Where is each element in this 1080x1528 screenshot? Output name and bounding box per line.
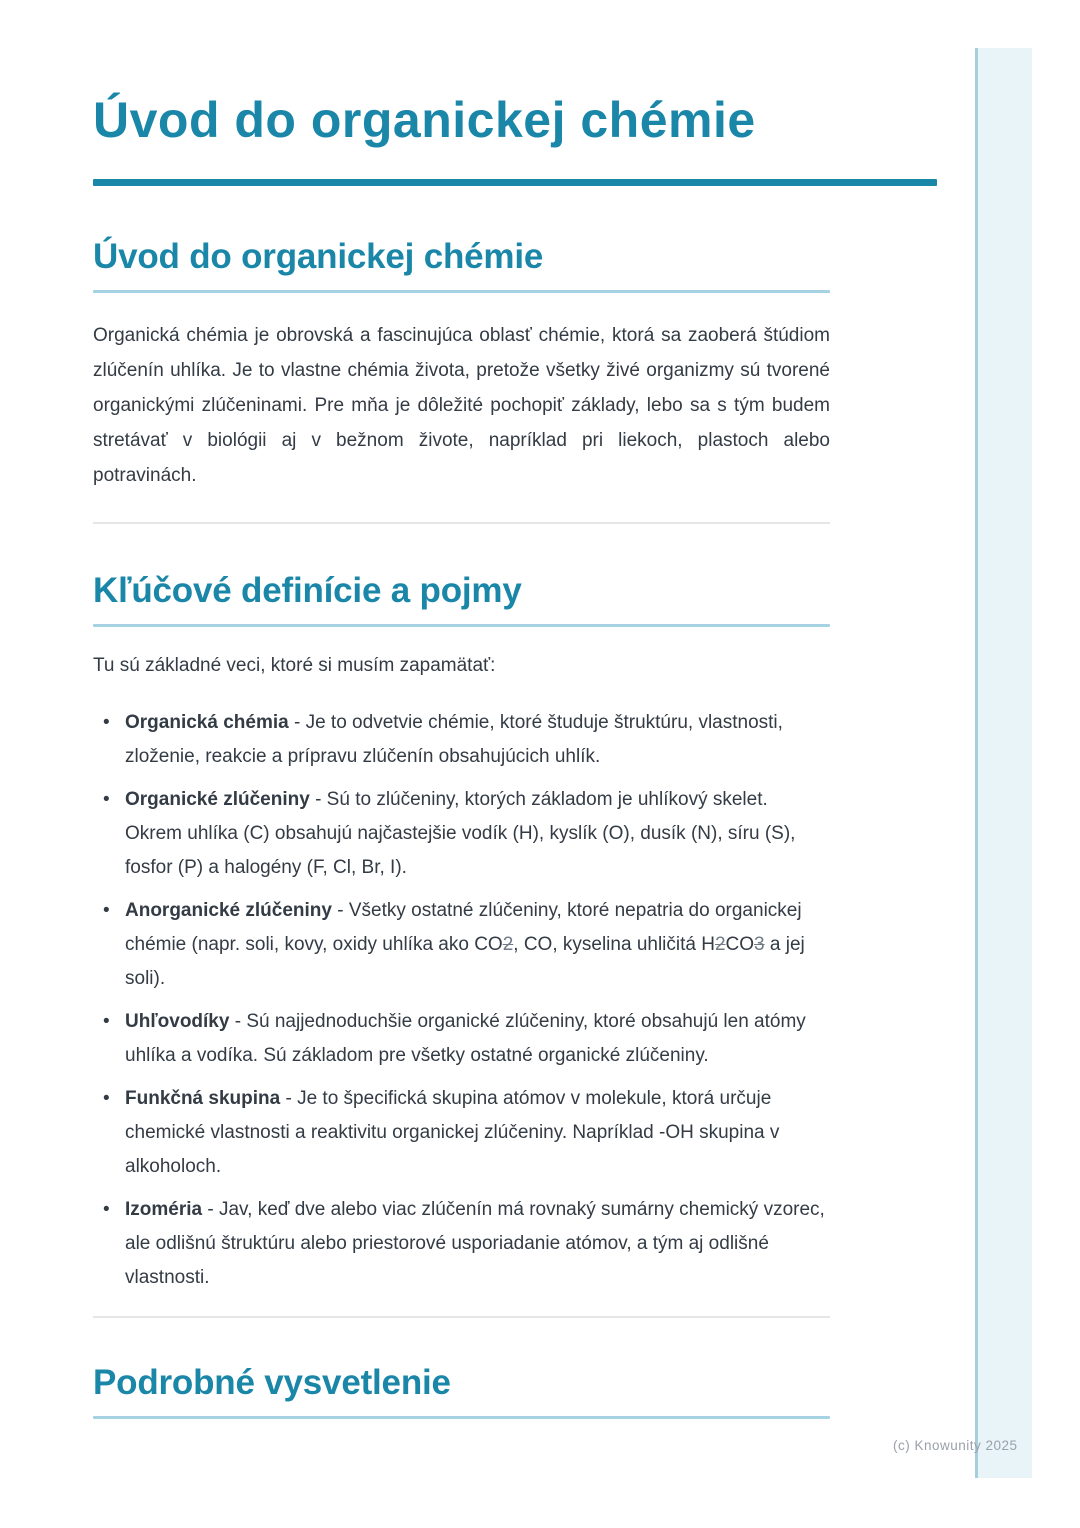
- key-term-item: [93, 1005, 830, 1073]
- key-term-item: [93, 1193, 830, 1295]
- document-content: [93, 0, 830, 1419]
- next-page-edge-panel: [975, 48, 1032, 1478]
- strikethrough-formula-digit: 3: [754, 933, 765, 955]
- key-term-definition: - Jav, keď dve alebo viac zlúčenín má rovnaký sumárny chemický vzorec, ale odlišnú štruktúru alebo priestorové usporiadanie atómov, a tým aj odlišné vlastnosti.: [125, 1198, 825, 1288]
- key-terms-intro: Tu sú základné veci, ktoré si musím zapamätať:: [93, 654, 496, 676]
- strikethrough-formula-digit: 2: [502, 933, 514, 955]
- key-terms-list: [93, 706, 830, 1295]
- page-title: Úvod do organickej chémie: [93, 92, 756, 148]
- intro-paragraph: Organická chémia je obrovská a fascinujúca oblasť chémie, ktorá sa zaoberá štúdiom zlúčenín uhlíka. Je to vlastne chémia života, pretože všetky živé organizmy sú tvorené organickými zlúčeninami. Pre mňa je dôležité pochopiť základy, lebo sa s tým budem stretávať v biológii aj v bežnom živote, napríklad pri liekoch, plastoch alebo potravinách.: [93, 324, 830, 486]
- key-term-definition: - Je to špecifická skupina atómov v molekule, ktorá určuje chemické vlastnosti a reaktivitu organickej zlúčeniny. Napríklad -OH skupina v alkoholoch.: [125, 1087, 780, 1177]
- section-detail: [93, 1362, 830, 1419]
- key-term-item: [93, 1082, 830, 1184]
- key-term-label: Organické zlúčeniny: [125, 788, 310, 810]
- key-term-label: Funkčná skupina: [125, 1087, 281, 1109]
- key-term-label: Organická chémia: [125, 711, 289, 733]
- section-divider: [93, 522, 830, 524]
- key-term-definition: - Všetky ostatné zlúčeniny, ktoré nepatria do organickej chémie (napr. soli, kovy, oxidy uhlíka ako CO: [125, 899, 802, 955]
- key-term-definition: - Je to odvetvie chémie, ktoré študuje štruktúru, vlastnosti, zloženie, reakcie a prípravu zlúčenín obsahujúcich uhlík.: [125, 711, 783, 767]
- key-term-item: [93, 894, 830, 996]
- key-term-definition: CO: [725, 933, 755, 955]
- key-term-label: Anorganické zlúčeniny: [125, 899, 332, 921]
- section-heading-intro: Úvod do organickej chémie: [93, 236, 544, 276]
- heading-underline-rule: [93, 624, 830, 627]
- key-term-item: [93, 706, 830, 774]
- heading-underline-rule: [93, 290, 830, 293]
- title-underline-rule: [93, 179, 937, 186]
- key-term-label: Uhľovodíky: [125, 1010, 230, 1032]
- key-term-definition: - Sú to zlúčeniny, ktorých základom je uhlíkový skelet. Okrem uhlíka (C) obsahujú najčastejšie vodík (H), kyslík (O), dusík (N), síru (S), fosfor (P) a halogény (F, Cl, Br, I).: [125, 788, 796, 878]
- key-term-definition: a jej soli).: [125, 933, 805, 989]
- section-heading-key-terms: Kľúčové definície a pojmy: [93, 570, 522, 610]
- section-intro: [93, 236, 830, 493]
- strikethrough-formula-digit: 2: [714, 933, 726, 955]
- heading-underline-rule: [93, 1416, 830, 1419]
- key-term-label: Izoméria: [125, 1198, 203, 1220]
- section-divider: [93, 1316, 830, 1318]
- watermark: (c) Knowunity 2025: [893, 1438, 1018, 1453]
- key-term-item: [93, 783, 830, 885]
- section-key-terms: [93, 570, 830, 1295]
- key-term-definition: - Sú najjednoduchšie organické zlúčeniny, ktoré obsahujú len atómy uhlíka a vodíka. Sú základom pre všetky ostatné organické zlúčeniny.: [125, 1010, 806, 1066]
- section-heading-detail: Podrobné vysvetlenie: [93, 1362, 451, 1402]
- key-term-definition: , CO, kyselina uhličitá H: [513, 933, 715, 955]
